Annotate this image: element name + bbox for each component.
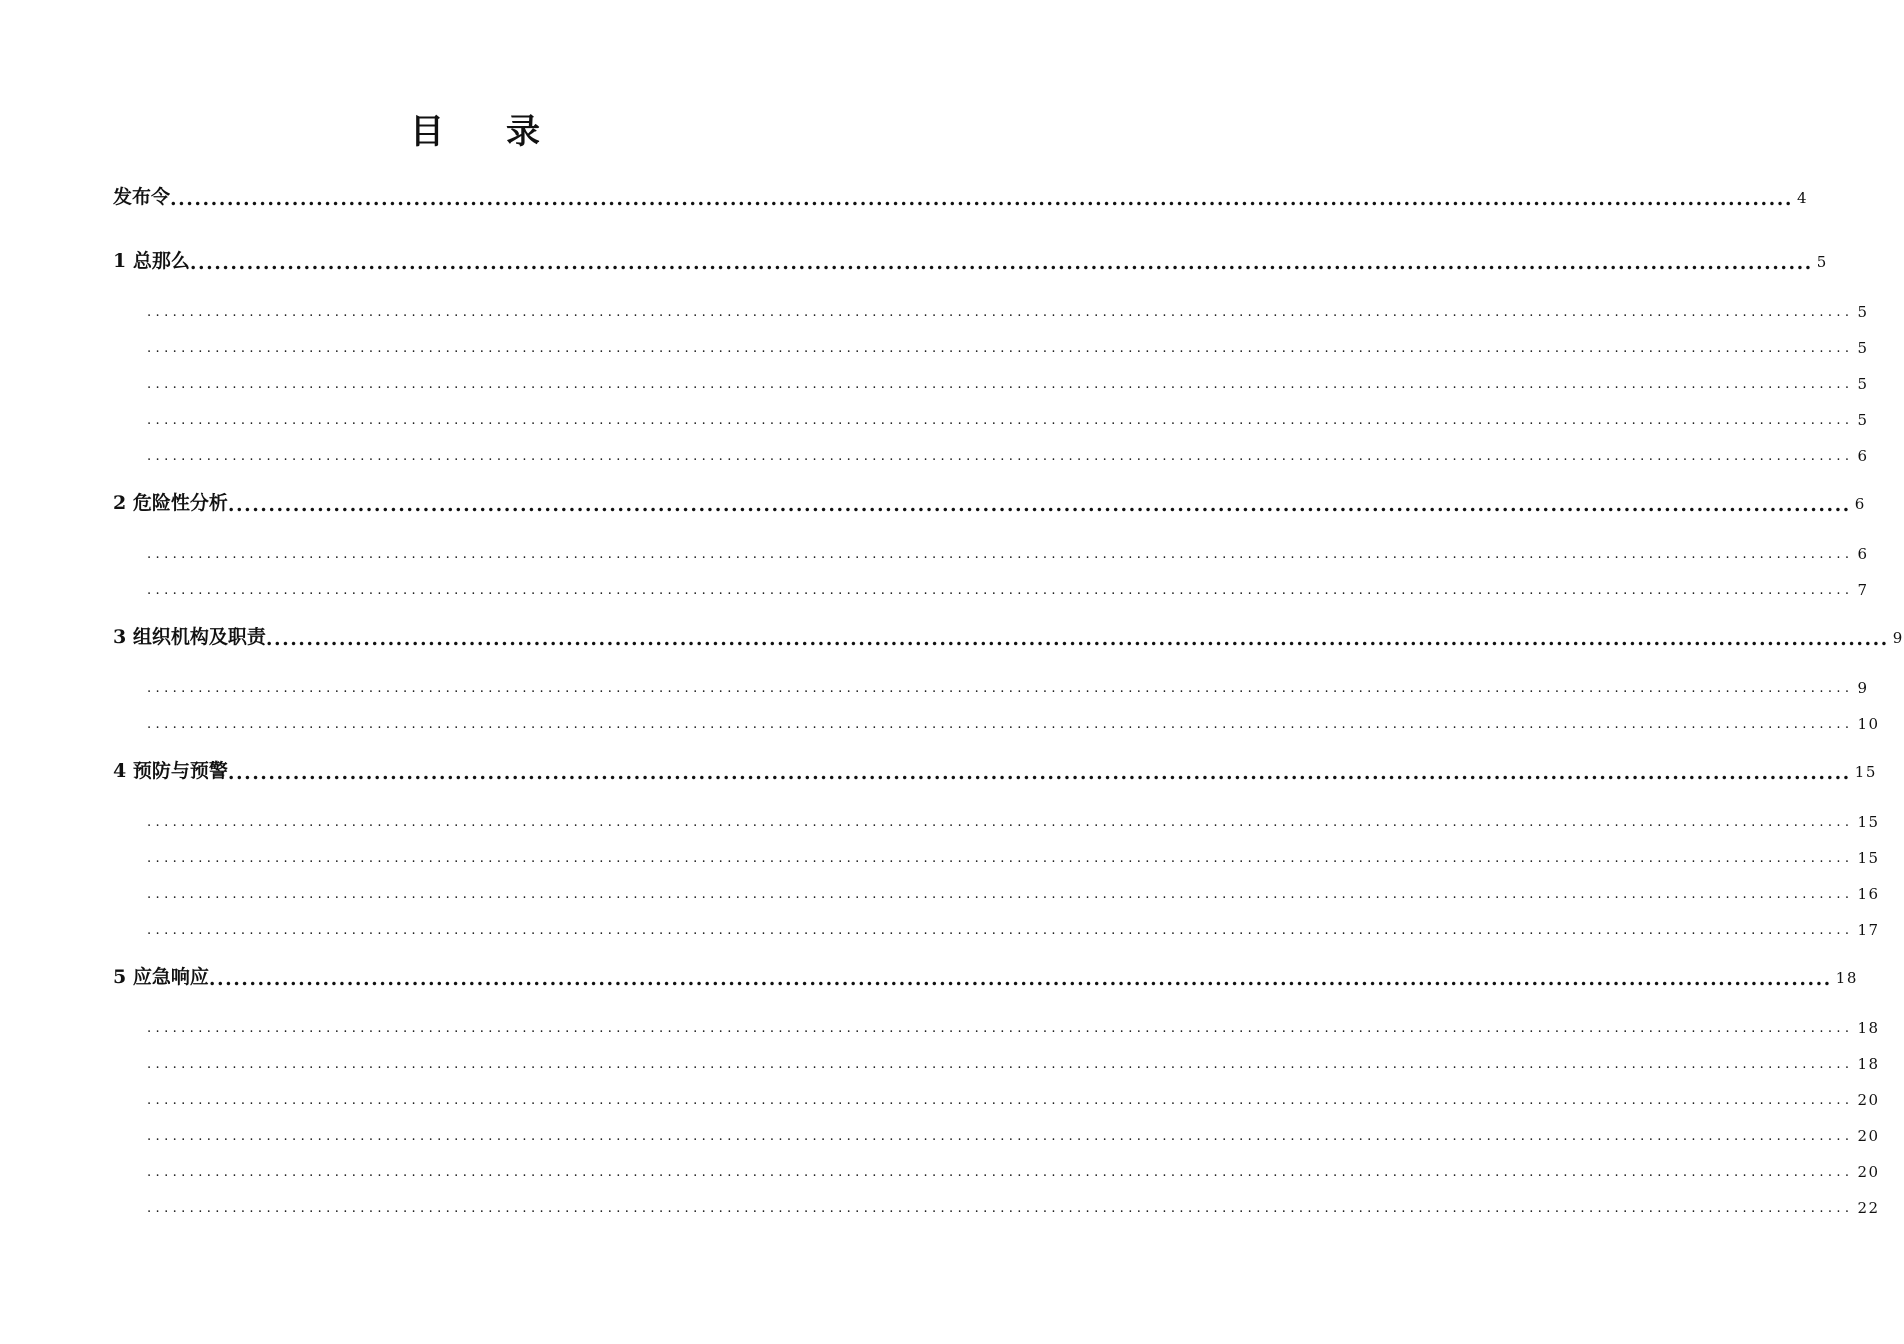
toc-entry[interactable] (113, 962, 1858, 990)
dot-leader: ........................................................................................................................................................................................................ (208, 968, 1832, 990)
toc-subentry[interactable] (147, 1156, 1880, 1182)
toc-subentry[interactable] (147, 296, 1869, 322)
toc-page-number: 10 (1857, 715, 1880, 733)
toc-page-number: 5 (1857, 339, 1869, 357)
toc-subentry[interactable] (147, 914, 1880, 940)
toc-subentry[interactable] (147, 842, 1880, 868)
dot-leader: ........................................................................................................................................................................................................ (170, 188, 1793, 210)
toc-entry[interactable] (113, 488, 1866, 516)
toc-subentry[interactable] (147, 332, 1869, 358)
toc-page-number: 15 (1854, 763, 1877, 781)
toc-entry-label: 5 应急响应 (113, 966, 209, 988)
toc-entry[interactable] (113, 246, 1828, 274)
toc-subentry[interactable] (147, 806, 1880, 832)
toc-page-number: 9 (1857, 679, 1869, 697)
dot-leader: ........................................................................................................................................................................................................ (147, 923, 1854, 938)
dot-leader: ........................................................................................................................................................................................................ (147, 815, 1854, 830)
toc-subentry[interactable] (147, 368, 1869, 394)
toc-page-number: 4 (1796, 189, 1809, 207)
toc-subentry[interactable] (147, 440, 1869, 466)
toc-entry[interactable] (113, 756, 1877, 784)
dot-leader: ........................................................................................................................................................................................................ (147, 1129, 1854, 1144)
dot-leader: ........................................................................................................................................................................................................ (147, 1057, 1854, 1072)
toc-page-number: 7 (1857, 581, 1869, 599)
dot-leader: ........................................................................................................................................................................................................ (147, 681, 1854, 696)
toc-page-number: 20 (1857, 1163, 1880, 1181)
dot-leader: ........................................................................................................................................................................................................ (227, 494, 1851, 516)
toc-entry[interactable] (113, 622, 1904, 650)
dot-leader: ........................................................................................................................................................................................................ (147, 1021, 1854, 1036)
toc-page-number: 18 (1857, 1019, 1880, 1037)
dot-leader: ........................................................................................................................................................................................................ (147, 305, 1854, 320)
toc-subentry[interactable] (147, 1012, 1880, 1038)
toc-subentry[interactable] (147, 1192, 1880, 1218)
dot-leader: ........................................................................................................................................................................................................ (147, 1165, 1854, 1180)
toc-page-number: 5 (1857, 375, 1869, 393)
toc-subentry[interactable] (147, 878, 1880, 904)
toc-subentry[interactable] (147, 404, 1869, 430)
toc-entry-label: 4 预防与预警 (113, 760, 228, 782)
toc-page-number: 15 (1857, 813, 1880, 831)
toc-subentry[interactable] (147, 1084, 1880, 1110)
toc-page-number: 6 (1857, 545, 1869, 563)
toc-page-number: 6 (1854, 495, 1866, 513)
toc-page-number: 9 (1892, 629, 1904, 647)
title-char-1: 目 (410, 112, 444, 152)
dot-leader: ........................................................................................................................................................................................................ (227, 762, 1851, 784)
dot-leader: ........................................................................................................................................................................................................ (147, 717, 1854, 732)
dot-leader: ........................................................................................................................................................................................................ (265, 628, 1889, 650)
toc-page-number: 18 (1857, 1055, 1880, 1073)
toc-page-number: 5 (1816, 253, 1828, 271)
toc-page-number: 5 (1857, 411, 1869, 429)
toc-entry-label: 1 总那么 (113, 250, 190, 272)
toc-subentry[interactable] (147, 672, 1869, 698)
dot-leader: ........................................................................................................................................................................................................ (147, 1093, 1854, 1108)
toc-subentry[interactable] (147, 1120, 1880, 1146)
dot-leader: ........................................................................................................................................................................................................ (147, 547, 1854, 562)
toc-entry-label: 3 组织机构及职责 (113, 626, 266, 648)
toc-page-number: 20 (1857, 1091, 1880, 1109)
dot-leader: ........................................................................................................................................................................................................ (147, 377, 1854, 392)
toc-entry[interactable] (113, 182, 1809, 210)
title-char-2: 录 (506, 112, 540, 152)
toc-subentry[interactable] (147, 1048, 1880, 1074)
toc-page-number: 22 (1857, 1199, 1880, 1217)
dot-leader: ........................................................................................................................................................................................................ (147, 1201, 1854, 1216)
toc-page-number: 20 (1857, 1127, 1880, 1145)
dot-leader: ........................................................................................................................................................................................................ (147, 341, 1854, 356)
toc-page-number: 6 (1857, 447, 1869, 465)
toc-subentry[interactable] (147, 708, 1880, 734)
dot-leader: ........................................................................................................................................................................................................ (147, 887, 1854, 902)
dot-leader: ........................................................................................................................................................................................................ (147, 449, 1854, 464)
toc-entry-label: 2 危险性分析 (113, 492, 228, 514)
toc-page-number: 5 (1857, 303, 1869, 321)
toc-entry-label: 发布令 (113, 186, 171, 208)
dot-leader: ........................................................................................................................................................................................................ (189, 252, 1813, 274)
toc-page-number: 15 (1857, 849, 1880, 867)
toc-page-number: 16 (1857, 885, 1880, 903)
dot-leader: ........................................................................................................................................................................................................ (147, 413, 1854, 428)
toc-subentry[interactable] (147, 538, 1869, 564)
dot-leader: ........................................................................................................................................................................................................ (147, 583, 1854, 598)
toc-subentry[interactable] (147, 574, 1869, 600)
page-title (0, 104, 950, 153)
toc-page-number: 18 (1835, 969, 1858, 987)
dot-leader: ........................................................................................................................................................................................................ (147, 851, 1854, 866)
toc-page-number: 17 (1857, 921, 1880, 939)
